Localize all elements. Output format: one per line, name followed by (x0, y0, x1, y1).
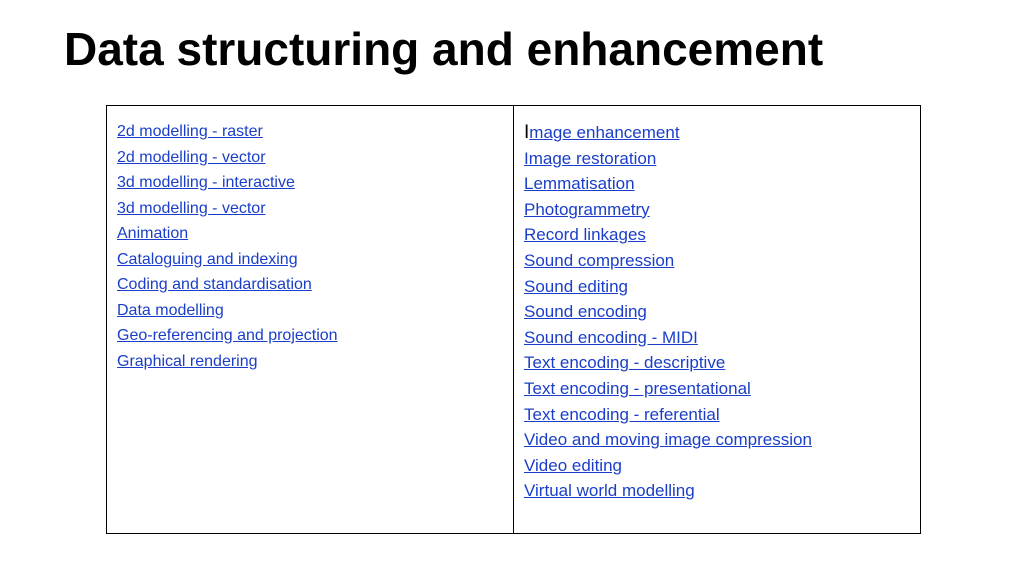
link-coding-and-standardisation[interactable]: Coding and standardisation (117, 276, 312, 293)
link-graphical-rendering[interactable]: Graphical rendering (117, 352, 258, 370)
link-table (106, 105, 921, 534)
link-lemmatisation[interactable]: Lemmatisation (524, 174, 635, 194)
list-item (524, 248, 920, 274)
image-enhancement-prefix: I (524, 122, 530, 143)
link-3d-modelling-vector[interactable]: 3d modelling - vector (117, 199, 266, 217)
left-link-list (107, 106, 513, 374)
list-item (524, 427, 920, 453)
list-item (524, 376, 920, 402)
link-photogrammetry[interactable]: Photogrammetry (524, 199, 650, 219)
list-item (117, 323, 513, 349)
list-item (524, 299, 920, 325)
list-item (117, 170, 513, 196)
link-sound-encoding[interactable]: Sound encoding (524, 302, 647, 322)
right-link-list (514, 106, 920, 504)
link-sound-compression[interactable]: Sound compression (524, 250, 675, 270)
link-sound-encoding-midi[interactable]: Sound encoding - MIDI (524, 327, 698, 347)
link-2d-modelling-raster[interactable]: 2d modelling - raster (117, 123, 263, 140)
left-column (107, 106, 514, 534)
link-text-encoding-referential[interactable]: Text encoding - referential (524, 404, 720, 424)
link-video-editing[interactable]: Video editing (524, 455, 622, 475)
list-item (524, 171, 920, 197)
link-3d-modelling-interactive[interactable]: 3d modelling - interactive (117, 174, 295, 191)
list-item (524, 453, 920, 479)
list-item (524, 478, 920, 504)
list-item (524, 222, 920, 248)
link-geo-referencing-and-projection[interactable]: Geo-referencing and projection (117, 327, 338, 344)
list-item (117, 221, 513, 247)
right-column (514, 106, 921, 534)
list-item (117, 196, 513, 222)
link-record-linkages[interactable]: Record linkages (524, 225, 646, 245)
table-row (107, 106, 921, 534)
list-item (524, 274, 920, 300)
list-item (117, 349, 513, 375)
list-item (117, 119, 513, 145)
list-item (524, 197, 920, 223)
list-item (524, 146, 920, 172)
slide-title: Data structuring and enhancement (64, 23, 824, 75)
link-virtual-world-modelling[interactable]: Virtual world modelling (524, 481, 695, 501)
list-item (117, 247, 513, 273)
list-item (524, 325, 920, 351)
link-image-enhancement[interactable]: mage enhancement (529, 123, 680, 142)
link-sound-editing[interactable]: Sound editing (524, 276, 628, 296)
list-item (117, 298, 513, 324)
link-animation[interactable]: Animation (117, 225, 189, 242)
link-image-restoration[interactable]: Image restoration (524, 148, 657, 168)
link-cataloguing-and-indexing[interactable]: Cataloguing and indexing (117, 250, 298, 268)
list-item (524, 120, 920, 146)
link-video-and-moving-image-compression[interactable]: Video and moving image compression (524, 430, 812, 450)
link-data-modelling[interactable]: Data modelling (117, 301, 224, 319)
list-item (524, 350, 920, 376)
list-item (117, 145, 513, 171)
link-2d-modelling-vector[interactable]: 2d modelling - vector (117, 148, 266, 166)
link-text-encoding-descriptive[interactable]: Text encoding - descriptive (524, 353, 726, 373)
list-item (117, 272, 513, 298)
list-item (524, 402, 920, 428)
link-text-encoding-presentational[interactable]: Text encoding - presentational (524, 378, 751, 398)
